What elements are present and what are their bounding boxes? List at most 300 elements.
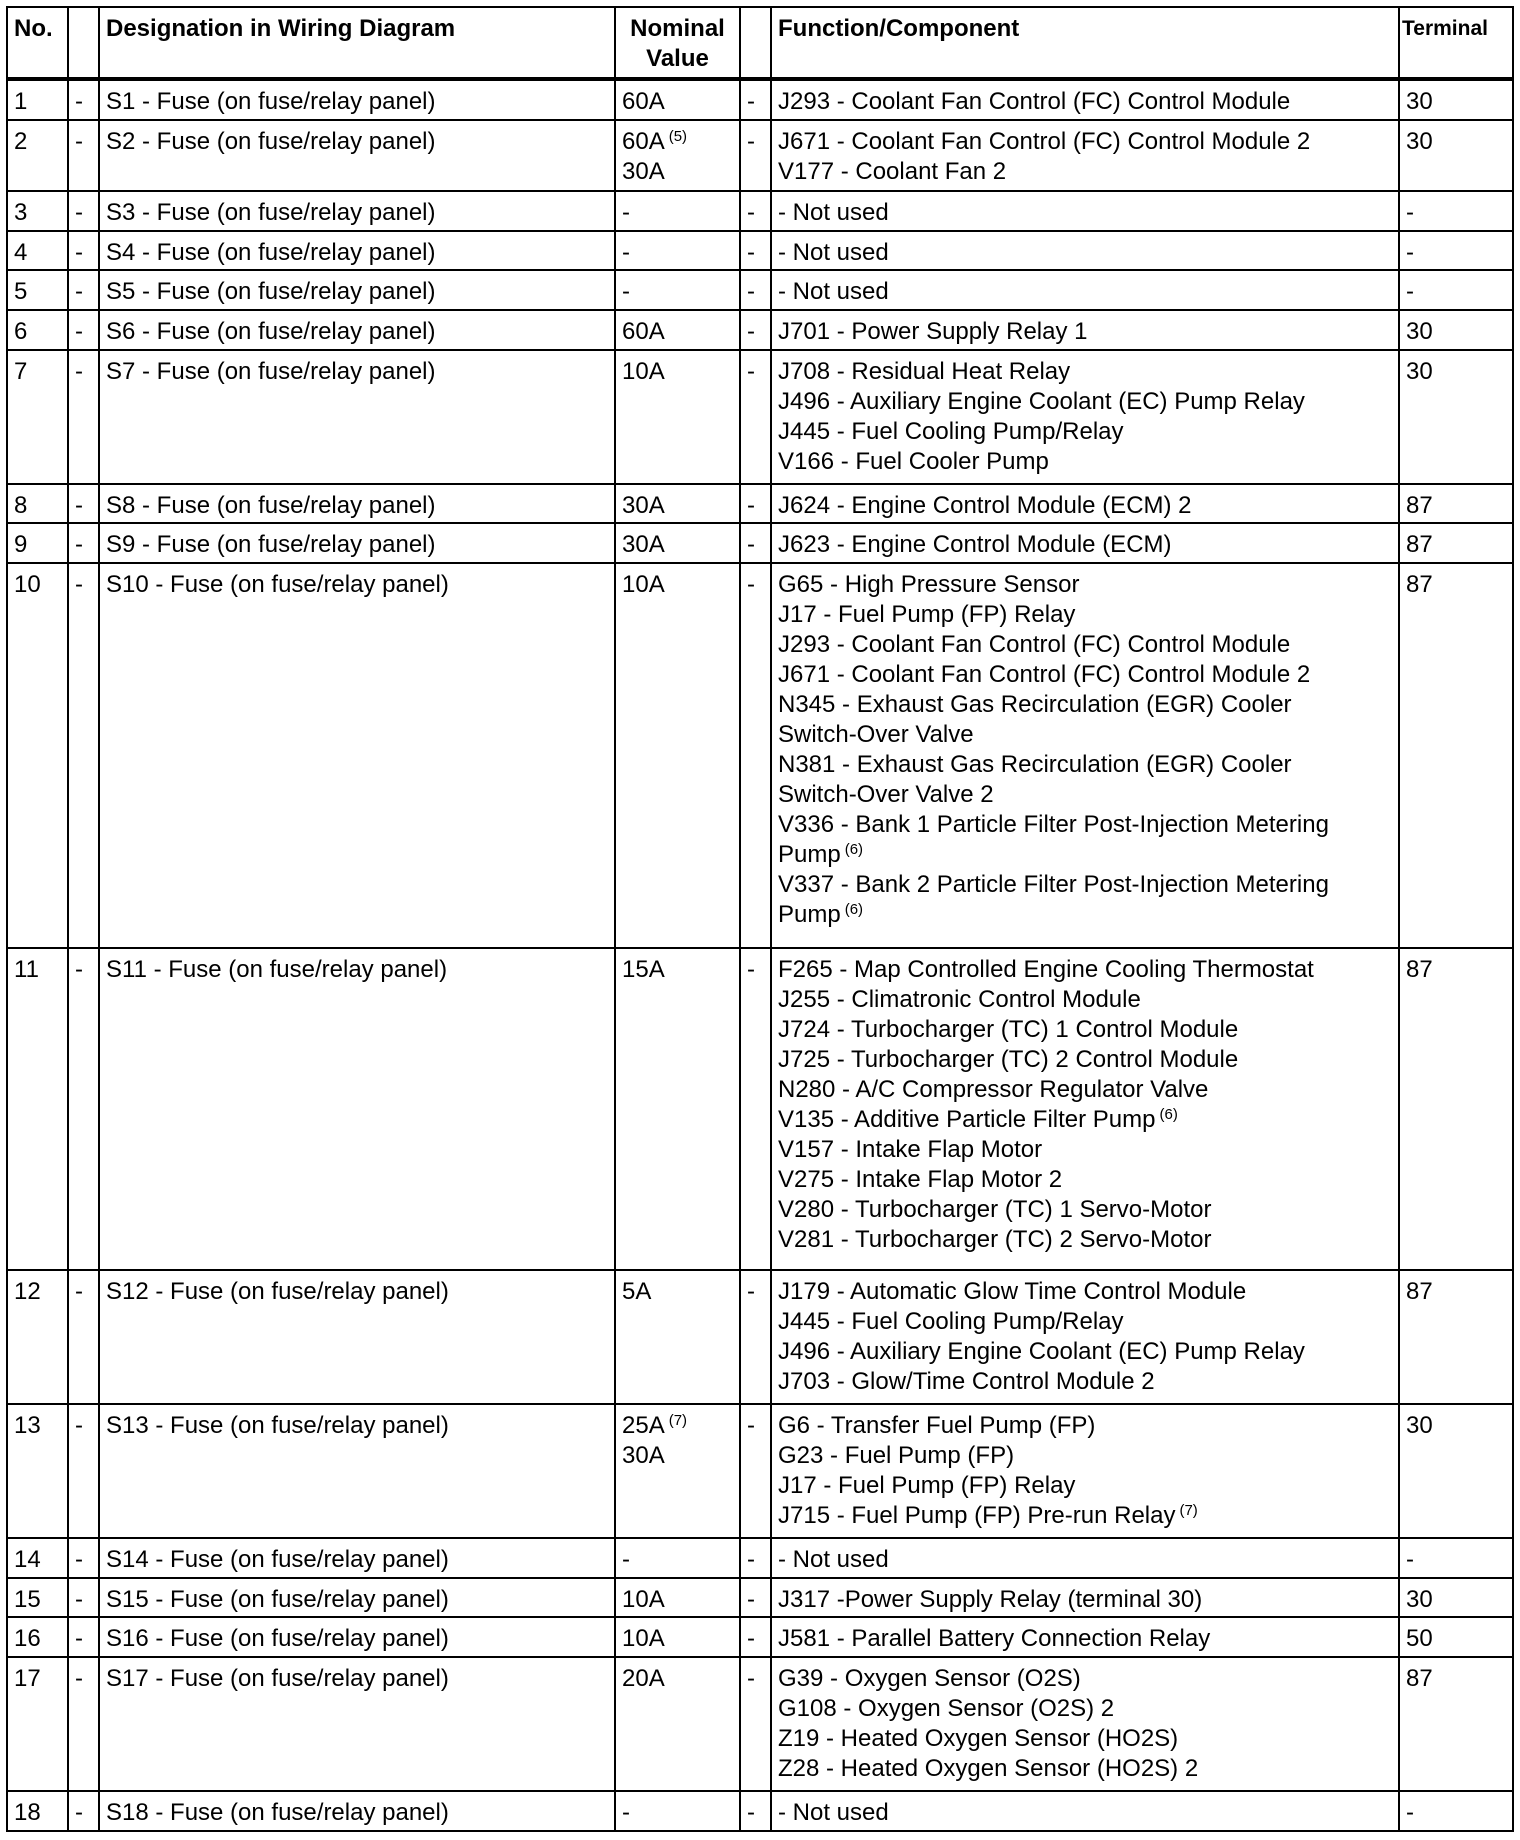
fuse-number: 11 xyxy=(7,948,68,1270)
fuse-designation: S14 - Fuse (on fuse/relay panel) xyxy=(99,1538,615,1578)
nominal-line-text: 10A xyxy=(622,1625,665,1653)
separator-dash: - xyxy=(68,1404,99,1538)
nominal-line-text: 5A xyxy=(622,1278,652,1306)
nominal-value xyxy=(615,310,740,350)
fuse-designation: S1 - Fuse (on fuse/relay panel) xyxy=(99,79,615,120)
separator-dash: - xyxy=(68,523,99,563)
component-line-text: - Not used xyxy=(778,278,889,306)
component-line xyxy=(778,1471,1392,1501)
nominal-line xyxy=(622,357,733,387)
component-line xyxy=(778,1225,1392,1255)
component-line xyxy=(778,1664,1392,1694)
separator-dash: - xyxy=(740,1578,771,1618)
component-line xyxy=(778,1105,1392,1135)
component-line xyxy=(778,1754,1392,1784)
table-row xyxy=(7,1270,1513,1404)
fuse-designation: S18 - Fuse (on fuse/relay panel) xyxy=(99,1791,615,1831)
component-line-text: J708 - Residual Heat Relay xyxy=(778,357,1071,385)
component-line xyxy=(778,1337,1392,1367)
separator-dash: - xyxy=(68,1657,99,1791)
table-row xyxy=(7,191,1513,231)
terminal-value: 30 xyxy=(1399,79,1513,120)
nominal-line-text: 60A xyxy=(622,88,665,115)
footnote-marker: (5) xyxy=(668,127,688,145)
component-line-text: F265 - Map Controlled Engine Cooling Thermostat xyxy=(778,956,1314,984)
header-nominal-line1: Nominal xyxy=(630,15,725,42)
separator-dash: - xyxy=(740,1404,771,1538)
terminal-value: 30 xyxy=(1399,1578,1513,1618)
separator-dash: - xyxy=(740,948,771,1270)
separator-dash: - xyxy=(740,1538,771,1578)
fuse-number: 9 xyxy=(7,523,68,563)
table-row xyxy=(7,1791,1513,1831)
nominal-line xyxy=(622,317,733,347)
nominal-value xyxy=(615,1657,740,1791)
component-line-text: G39 - Oxygen Sensor (O2S) xyxy=(778,1665,1081,1693)
terminal-value: - xyxy=(1399,270,1513,310)
function-component xyxy=(771,484,1399,524)
function-component xyxy=(771,563,1399,948)
fuse-designation: S8 - Fuse (on fuse/relay panel) xyxy=(99,484,615,524)
component-line-text: J724 - Turbocharger (TC) 1 Control Module xyxy=(778,1016,1239,1044)
footnote-marker: (6) xyxy=(844,901,864,919)
component-line-text: G23 - Fuel Pump (FP) xyxy=(778,1442,1015,1470)
nominal-line xyxy=(622,1441,733,1471)
fuse-number: 13 xyxy=(7,1404,68,1538)
component-line xyxy=(778,1798,1392,1828)
component-line-text: J703 - Glow/Time Control Module 2 xyxy=(778,1368,1155,1396)
fuse-designation: S16 - Fuse (on fuse/relay panel) xyxy=(99,1617,615,1657)
nominal-line-text: 60A xyxy=(622,318,665,346)
nominal-line-text: 30A xyxy=(622,157,665,185)
nominal-line xyxy=(622,530,733,560)
footnote-marker: (7) xyxy=(668,1412,688,1430)
component-line-text: J624 - Engine Control Module (ECM) 2 xyxy=(778,491,1192,519)
nominal-value xyxy=(615,191,740,231)
nominal-line xyxy=(622,1798,733,1828)
component-line xyxy=(778,600,1392,630)
fuse-designation: S6 - Fuse (on fuse/relay panel) xyxy=(99,310,615,350)
nominal-value xyxy=(615,231,740,271)
header-terminal: Terminal xyxy=(1399,7,1513,79)
footnote-marker: (6) xyxy=(844,841,864,859)
nominal-line-text: 10A xyxy=(622,1585,665,1613)
fuse-number: 16 xyxy=(7,1617,68,1657)
nominal-value xyxy=(615,1791,740,1831)
table-row xyxy=(7,270,1513,310)
component-line-text: V281 - Turbocharger (TC) 2 Servo-Motor xyxy=(778,1226,1212,1254)
terminal-value: 87 xyxy=(1399,523,1513,563)
component-line xyxy=(778,1075,1392,1105)
component-line xyxy=(778,720,1392,750)
component-line xyxy=(778,630,1392,660)
separator-dash: - xyxy=(68,120,99,191)
nominal-line xyxy=(622,198,733,228)
table-row xyxy=(7,1538,1513,1578)
nominal-line-text: 25A xyxy=(622,1412,665,1440)
fuse-number: 1 xyxy=(7,79,68,120)
header-nominal-line2: Value xyxy=(646,45,709,72)
component-line-text: J496 - Auxiliary Engine Coolant (EC) Pump Relay xyxy=(778,1338,1305,1366)
component-line-text: - Not used xyxy=(778,1799,889,1827)
fuse-designation: S13 - Fuse (on fuse/relay panel) xyxy=(99,1404,615,1538)
nominal-value xyxy=(615,1538,740,1578)
nominal-value xyxy=(615,523,740,563)
component-line xyxy=(778,1367,1392,1397)
fuse-designation: S2 - Fuse (on fuse/relay panel) xyxy=(99,120,615,191)
nominal-line-text: - xyxy=(622,1546,630,1573)
component-line-text: V135 - Additive Particle Filter Pump xyxy=(778,1106,1156,1134)
nominal-line xyxy=(622,1664,733,1694)
nominal-line xyxy=(622,1545,733,1575)
nominal-value xyxy=(615,120,740,191)
function-component xyxy=(771,310,1399,350)
separator-dash: - xyxy=(68,270,99,310)
component-line-text: Switch-Over Valve xyxy=(778,721,974,749)
component-line-text: V157 - Intake Flap Motor xyxy=(778,1136,1043,1164)
header-spacer xyxy=(740,7,771,79)
component-line xyxy=(778,1724,1392,1754)
component-line xyxy=(778,530,1392,560)
nominal-line-text: 30A xyxy=(622,491,665,519)
component-line-text: - Not used xyxy=(778,1546,889,1573)
component-line xyxy=(778,1501,1392,1531)
fuse-number: 2 xyxy=(7,120,68,191)
component-line-text: J715 - Fuel Pump (FP) Pre-run Relay xyxy=(778,1502,1176,1530)
header-designation: Designation in Wiring Diagram xyxy=(99,7,615,79)
table-row xyxy=(7,1578,1513,1618)
component-line-text: Pump xyxy=(778,901,841,929)
nominal-line-text: 10A xyxy=(622,571,665,599)
nominal-value xyxy=(615,563,740,948)
component-line-text: Z28 - Heated Oxygen Sensor (HO2S) 2 xyxy=(778,1755,1199,1783)
component-line xyxy=(778,1015,1392,1045)
nominal-value xyxy=(615,948,740,1270)
component-line-text: J496 - Auxiliary Engine Coolant (EC) Pump Relay xyxy=(778,387,1305,415)
terminal-value: 87 xyxy=(1399,1657,1513,1791)
nominal-value xyxy=(615,1270,740,1404)
fuse-number: 14 xyxy=(7,1538,68,1578)
component-line xyxy=(778,1045,1392,1075)
component-line-text: J671 - Coolant Fan Control (FC) Control Module 2 xyxy=(778,127,1311,155)
function-component xyxy=(771,350,1399,484)
nominal-value xyxy=(615,270,740,310)
terminal-value: 30 xyxy=(1399,310,1513,350)
separator-dash: - xyxy=(740,1791,771,1831)
component-line xyxy=(778,780,1392,810)
fuse-designation: S9 - Fuse (on fuse/relay panel) xyxy=(99,523,615,563)
component-line-text: J701 - Power Supply Relay 1 xyxy=(778,318,1088,346)
function-component xyxy=(771,191,1399,231)
component-line-text: J445 - Fuel Cooling Pump/Relay xyxy=(778,417,1124,445)
function-component xyxy=(771,1538,1399,1578)
component-line-text: Pump xyxy=(778,841,841,869)
separator-dash: - xyxy=(740,120,771,191)
nominal-line-text: 30A xyxy=(622,531,665,559)
component-line xyxy=(778,985,1392,1015)
component-line-text: V337 - Bank 2 Particle Filter Post-Injection Metering xyxy=(778,871,1329,899)
component-line xyxy=(778,1585,1392,1615)
component-line-text: G108 - Oxygen Sensor (O2S) 2 xyxy=(778,1695,1115,1723)
nominal-value xyxy=(615,484,740,524)
component-line xyxy=(778,810,1392,840)
terminal-value: 87 xyxy=(1399,948,1513,1270)
terminal-value: - xyxy=(1399,231,1513,271)
terminal-value: 87 xyxy=(1399,563,1513,948)
component-line xyxy=(778,491,1392,521)
fuse-number: 18 xyxy=(7,1791,68,1831)
terminal-value: 30 xyxy=(1399,120,1513,191)
nominal-line xyxy=(622,491,733,521)
separator-dash: - xyxy=(740,1617,771,1657)
fuse-number: 6 xyxy=(7,310,68,350)
component-line xyxy=(778,238,1392,268)
nominal-line xyxy=(622,570,733,600)
terminal-value: 87 xyxy=(1399,1270,1513,1404)
terminal-value: 50 xyxy=(1399,1617,1513,1657)
nominal-line xyxy=(622,1411,733,1441)
component-line-text: J179 - Automatic Glow Time Control Module xyxy=(778,1278,1247,1306)
component-line-text: J255 - Climatronic Control Module xyxy=(778,986,1141,1014)
fuse-designation: S5 - Fuse (on fuse/relay panel) xyxy=(99,270,615,310)
separator-dash: - xyxy=(68,350,99,484)
component-line-text: Switch-Over Valve 2 xyxy=(778,781,994,809)
component-line xyxy=(778,1135,1392,1165)
nominal-line-text: 10A xyxy=(622,357,665,385)
terminal-value: - xyxy=(1399,1538,1513,1578)
table-row xyxy=(7,563,1513,948)
fuse-number: 7 xyxy=(7,350,68,484)
nominal-line xyxy=(622,1624,733,1654)
nominal-value xyxy=(615,1404,740,1538)
separator-dash: - xyxy=(68,1270,99,1404)
component-line xyxy=(778,87,1392,117)
component-line xyxy=(778,570,1392,600)
fuse-table xyxy=(6,6,1514,1832)
function-component xyxy=(771,1578,1399,1618)
component-line-text: G6 - Transfer Fuel Pump (FP) xyxy=(778,1412,1096,1440)
nominal-line-text: 60A xyxy=(622,127,665,155)
header-row xyxy=(7,7,1513,79)
component-line xyxy=(778,1694,1392,1724)
table-row xyxy=(7,1617,1513,1657)
function-component xyxy=(771,79,1399,120)
component-line-text: Z19 - Heated Oxygen Sensor (HO2S) xyxy=(778,1725,1179,1753)
component-line xyxy=(778,955,1392,985)
component-line-text: N345 - Exhaust Gas Recirculation (EGR) Cooler xyxy=(778,691,1292,719)
separator-dash: - xyxy=(68,191,99,231)
function-component xyxy=(771,1270,1399,1404)
component-line xyxy=(778,1277,1392,1307)
fuse-designation: S3 - Fuse (on fuse/relay panel) xyxy=(99,191,615,231)
component-line xyxy=(778,1624,1392,1654)
separator-dash: - xyxy=(740,270,771,310)
fuse-number: 12 xyxy=(7,1270,68,1404)
footnote-marker: (6) xyxy=(1159,1106,1178,1124)
component-line-text: N381 - Exhaust Gas Recirculation (EGR) Cooler xyxy=(778,751,1292,779)
nominal-line-text: 20A xyxy=(622,1665,665,1693)
nominal-value xyxy=(615,1617,740,1657)
component-line xyxy=(778,1307,1392,1337)
nominal-line-text: - xyxy=(622,1799,630,1827)
component-line xyxy=(778,1411,1392,1441)
nominal-line xyxy=(622,238,733,268)
separator-dash: - xyxy=(740,1270,771,1404)
component-line xyxy=(778,870,1392,900)
component-line xyxy=(778,157,1392,187)
nominal-line xyxy=(622,277,733,307)
table-row xyxy=(7,350,1513,484)
fuse-number: 4 xyxy=(7,231,68,271)
separator-dash: - xyxy=(68,1617,99,1657)
separator-dash: - xyxy=(68,231,99,271)
component-line-text: V336 - Bank 1 Particle Filter Post-Injection Metering xyxy=(778,811,1329,839)
separator-dash: - xyxy=(740,1657,771,1791)
table-row xyxy=(7,310,1513,350)
component-line-text: J17 - Fuel Pump (FP) Relay xyxy=(778,601,1076,629)
component-line-text: J445 - Fuel Cooling Pump/Relay xyxy=(778,1308,1124,1336)
function-component xyxy=(771,231,1399,271)
header-nominal xyxy=(615,7,740,79)
table-header xyxy=(7,7,1513,79)
nominal-line xyxy=(622,157,733,187)
separator-dash: - xyxy=(68,1791,99,1831)
fuse-number: 3 xyxy=(7,191,68,231)
terminal-value: 30 xyxy=(1399,350,1513,484)
component-line-text: - Not used xyxy=(778,238,889,266)
header-no: No. xyxy=(7,7,68,79)
table-row xyxy=(7,523,1513,563)
terminal-value: - xyxy=(1399,1791,1513,1831)
fuse-number: 10 xyxy=(7,563,68,948)
table-row xyxy=(7,231,1513,271)
component-line xyxy=(778,1441,1392,1471)
component-line xyxy=(778,1165,1392,1195)
nominal-line xyxy=(622,955,733,985)
fuse-number: 15 xyxy=(7,1578,68,1618)
component-line xyxy=(778,900,1392,930)
component-line xyxy=(778,1545,1392,1575)
table-row xyxy=(7,1657,1513,1791)
component-line-text: J293 - Coolant Fan Control (FC) Control Module xyxy=(778,88,1291,115)
separator-dash: - xyxy=(740,523,771,563)
fuse-designation: S7 - Fuse (on fuse/relay panel) xyxy=(99,350,615,484)
table-row xyxy=(7,1404,1513,1538)
nominal-line-text: 15A xyxy=(622,956,665,984)
component-line-text: J725 - Turbocharger (TC) 2 Control Module xyxy=(778,1046,1239,1074)
nominal-line-text: 30A xyxy=(622,1442,665,1470)
function-component xyxy=(771,270,1399,310)
separator-dash: - xyxy=(740,563,771,948)
table-body xyxy=(7,79,1513,1831)
nominal-line xyxy=(622,1277,733,1307)
separator-dash: - xyxy=(68,310,99,350)
table-row xyxy=(7,484,1513,524)
nominal-value xyxy=(615,1578,740,1618)
component-line xyxy=(778,840,1392,870)
component-line-text: V275 - Intake Flap Motor 2 xyxy=(778,1166,1063,1194)
function-component xyxy=(771,523,1399,563)
component-line-text: V280 - Turbocharger (TC) 1 Servo-Motor xyxy=(778,1196,1212,1224)
nominal-line xyxy=(622,1585,733,1615)
separator-dash: - xyxy=(740,484,771,524)
component-line xyxy=(778,417,1392,447)
table-row xyxy=(7,948,1513,1270)
fuse-number: 8 xyxy=(7,484,68,524)
function-component xyxy=(771,1791,1399,1831)
separator-dash: - xyxy=(68,948,99,1270)
component-line xyxy=(778,277,1392,307)
component-line xyxy=(778,690,1392,720)
nominal-line-text: - xyxy=(622,238,630,266)
terminal-value: 30 xyxy=(1399,1404,1513,1538)
function-component xyxy=(771,1617,1399,1657)
function-component xyxy=(771,120,1399,191)
header-spacer xyxy=(68,7,99,79)
function-component xyxy=(771,1404,1399,1538)
component-line-text: V177 - Coolant Fan 2 xyxy=(778,157,1007,185)
fuse-number: 5 xyxy=(7,270,68,310)
component-line-text: N280 - A/C Compressor Regulator Valve xyxy=(778,1076,1209,1104)
nominal-line-text: - xyxy=(622,198,630,226)
terminal-value: - xyxy=(1399,191,1513,231)
fuse-designation: S12 - Fuse (on fuse/relay panel) xyxy=(99,1270,615,1404)
component-line-text: V166 - Fuel Cooler Pump xyxy=(778,447,1049,475)
fuse-designation: S4 - Fuse (on fuse/relay panel) xyxy=(99,231,615,271)
nominal-value xyxy=(615,79,740,120)
nominal-line-text: - xyxy=(622,278,630,306)
component-line-text: J293 - Coolant Fan Control (FC) Control Module xyxy=(778,631,1291,659)
component-line xyxy=(778,357,1392,387)
component-line xyxy=(778,317,1392,347)
component-line-text: J581 - Parallel Battery Connection Relay xyxy=(778,1625,1211,1653)
separator-dash: - xyxy=(68,563,99,948)
component-line-text: J623 - Engine Control Module (ECM) xyxy=(778,531,1172,559)
fuse-designation: S17 - Fuse (on fuse/relay panel) xyxy=(99,1657,615,1791)
separator-dash: - xyxy=(68,79,99,120)
component-line-text: J671 - Coolant Fan Control (FC) Control Module 2 xyxy=(778,661,1311,689)
footnote-marker: (7) xyxy=(1179,1502,1198,1520)
separator-dash: - xyxy=(740,231,771,271)
nominal-line xyxy=(622,127,733,157)
table-row xyxy=(7,79,1513,120)
component-line-text: - Not used xyxy=(778,198,889,226)
component-line xyxy=(778,387,1392,417)
separator-dash: - xyxy=(740,350,771,484)
separator-dash: - xyxy=(740,191,771,231)
separator-dash: - xyxy=(68,1538,99,1578)
component-line-text: J317 -Power Supply Relay (terminal 30) xyxy=(778,1585,1203,1613)
component-line xyxy=(778,127,1392,157)
nominal-value xyxy=(615,350,740,484)
separator-dash: - xyxy=(68,1578,99,1618)
component-line xyxy=(778,660,1392,690)
function-component xyxy=(771,1657,1399,1791)
separator-dash: - xyxy=(740,79,771,120)
fuse-designation: S15 - Fuse (on fuse/relay panel) xyxy=(99,1578,615,1618)
separator-dash: - xyxy=(68,484,99,524)
function-component xyxy=(771,948,1399,1270)
header-function: Function/Component xyxy=(771,7,1399,79)
fuse-designation: S10 - Fuse (on fuse/relay panel) xyxy=(99,563,615,948)
table-row xyxy=(7,120,1513,191)
component-line xyxy=(778,1195,1392,1225)
fuse-number: 17 xyxy=(7,1657,68,1791)
component-line xyxy=(778,750,1392,780)
terminal-value: 87 xyxy=(1399,484,1513,524)
nominal-line xyxy=(622,87,733,117)
component-line-text: J17 - Fuel Pump (FP) Relay xyxy=(778,1472,1076,1500)
